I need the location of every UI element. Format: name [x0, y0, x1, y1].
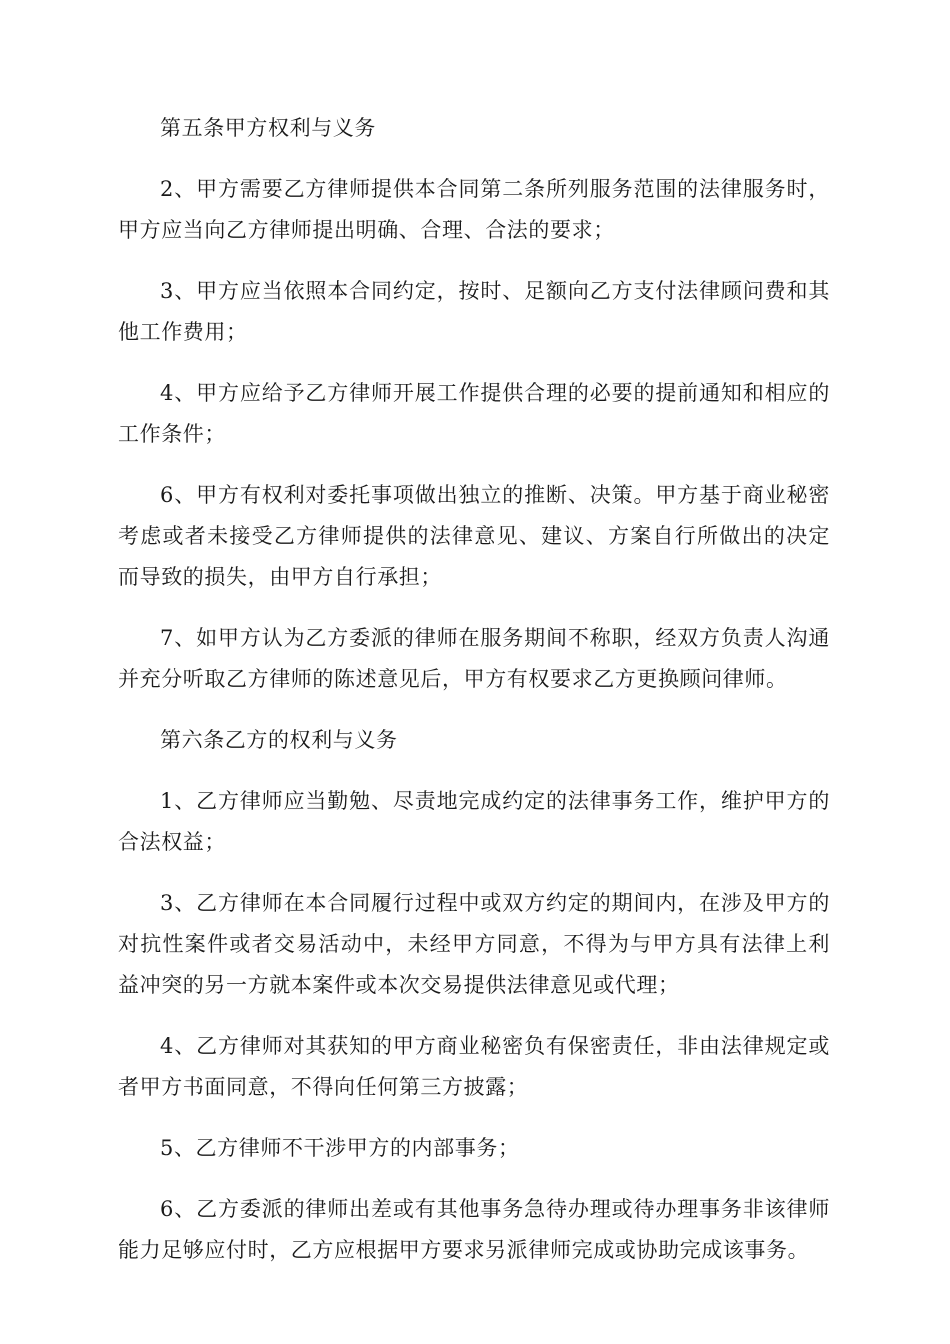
document-body	[118, 108, 830, 1291]
paragraph-a6-item-4: 4、乙方律师对其获知的甲方商业秘密负有保密责任，非由法律规定或者甲方书面同意，不得向任何第三方披露；	[118, 1034, 830, 1099]
paragraph-a6-item-5: 5、乙方律师不干涉甲方的内部事务；	[160, 1136, 520, 1160]
paragraph-a6-item-6: 6、乙方委派的律师出差或有其他事务急待办理或待办理事务非该律师能力足够应付时，乙方应根据甲方要求另派律师完成或协助完成该事务。	[118, 1197, 830, 1262]
paragraph-a5-item-4: 4、甲方应给予乙方律师开展工作提供合理的必要的提前通知和相应的工作条件；	[118, 381, 830, 446]
paragraph-a6-item-1: 1、乙方律师应当勤勉、尽责地完成约定的法律事务工作，维护甲方的合法权益；	[118, 789, 830, 854]
section-heading-article-6: 第六条乙方的权利与义务	[160, 728, 398, 752]
paragraph-a5-item-7: 7、如甲方认为乙方委派的律师在服务期间不称职，经双方负责人沟通并充分听取乙方律师的陈述意见后，甲方有权要求乙方更换顾问律师。	[118, 626, 830, 691]
paragraph-a5-item-6: 6、甲方有权利对委托事项做出独立的推断、决策。甲方基于商业秘密考虑或者未接受乙方律师提供的法律意见、建议、方案自行所做出的决定而导致的损失，由甲方自行承担；	[118, 483, 830, 589]
paragraph-a5-item-3: 3、甲方应当依照本合同约定，按时、足额向乙方支付法律顾问费和其他工作费用；	[118, 279, 830, 344]
paragraph-a5-item-2: 2、甲方需要乙方律师提供本合同第二条所列服务范围的法律服务时，甲方应当向乙方律师提出明确、合理、合法的要求；	[118, 177, 830, 242]
section-heading-article-5: 第五条甲方权利与义务	[160, 116, 376, 140]
paragraph-a6-item-3: 3、乙方律师在本合同履行过程中或双方约定的期间内，在涉及甲方的对抗性案件或者交易活动中，未经甲方同意，不得为与甲方具有法律上利益冲突的另一方就本案件或本次交易提供法律意见或代理；	[118, 891, 830, 997]
